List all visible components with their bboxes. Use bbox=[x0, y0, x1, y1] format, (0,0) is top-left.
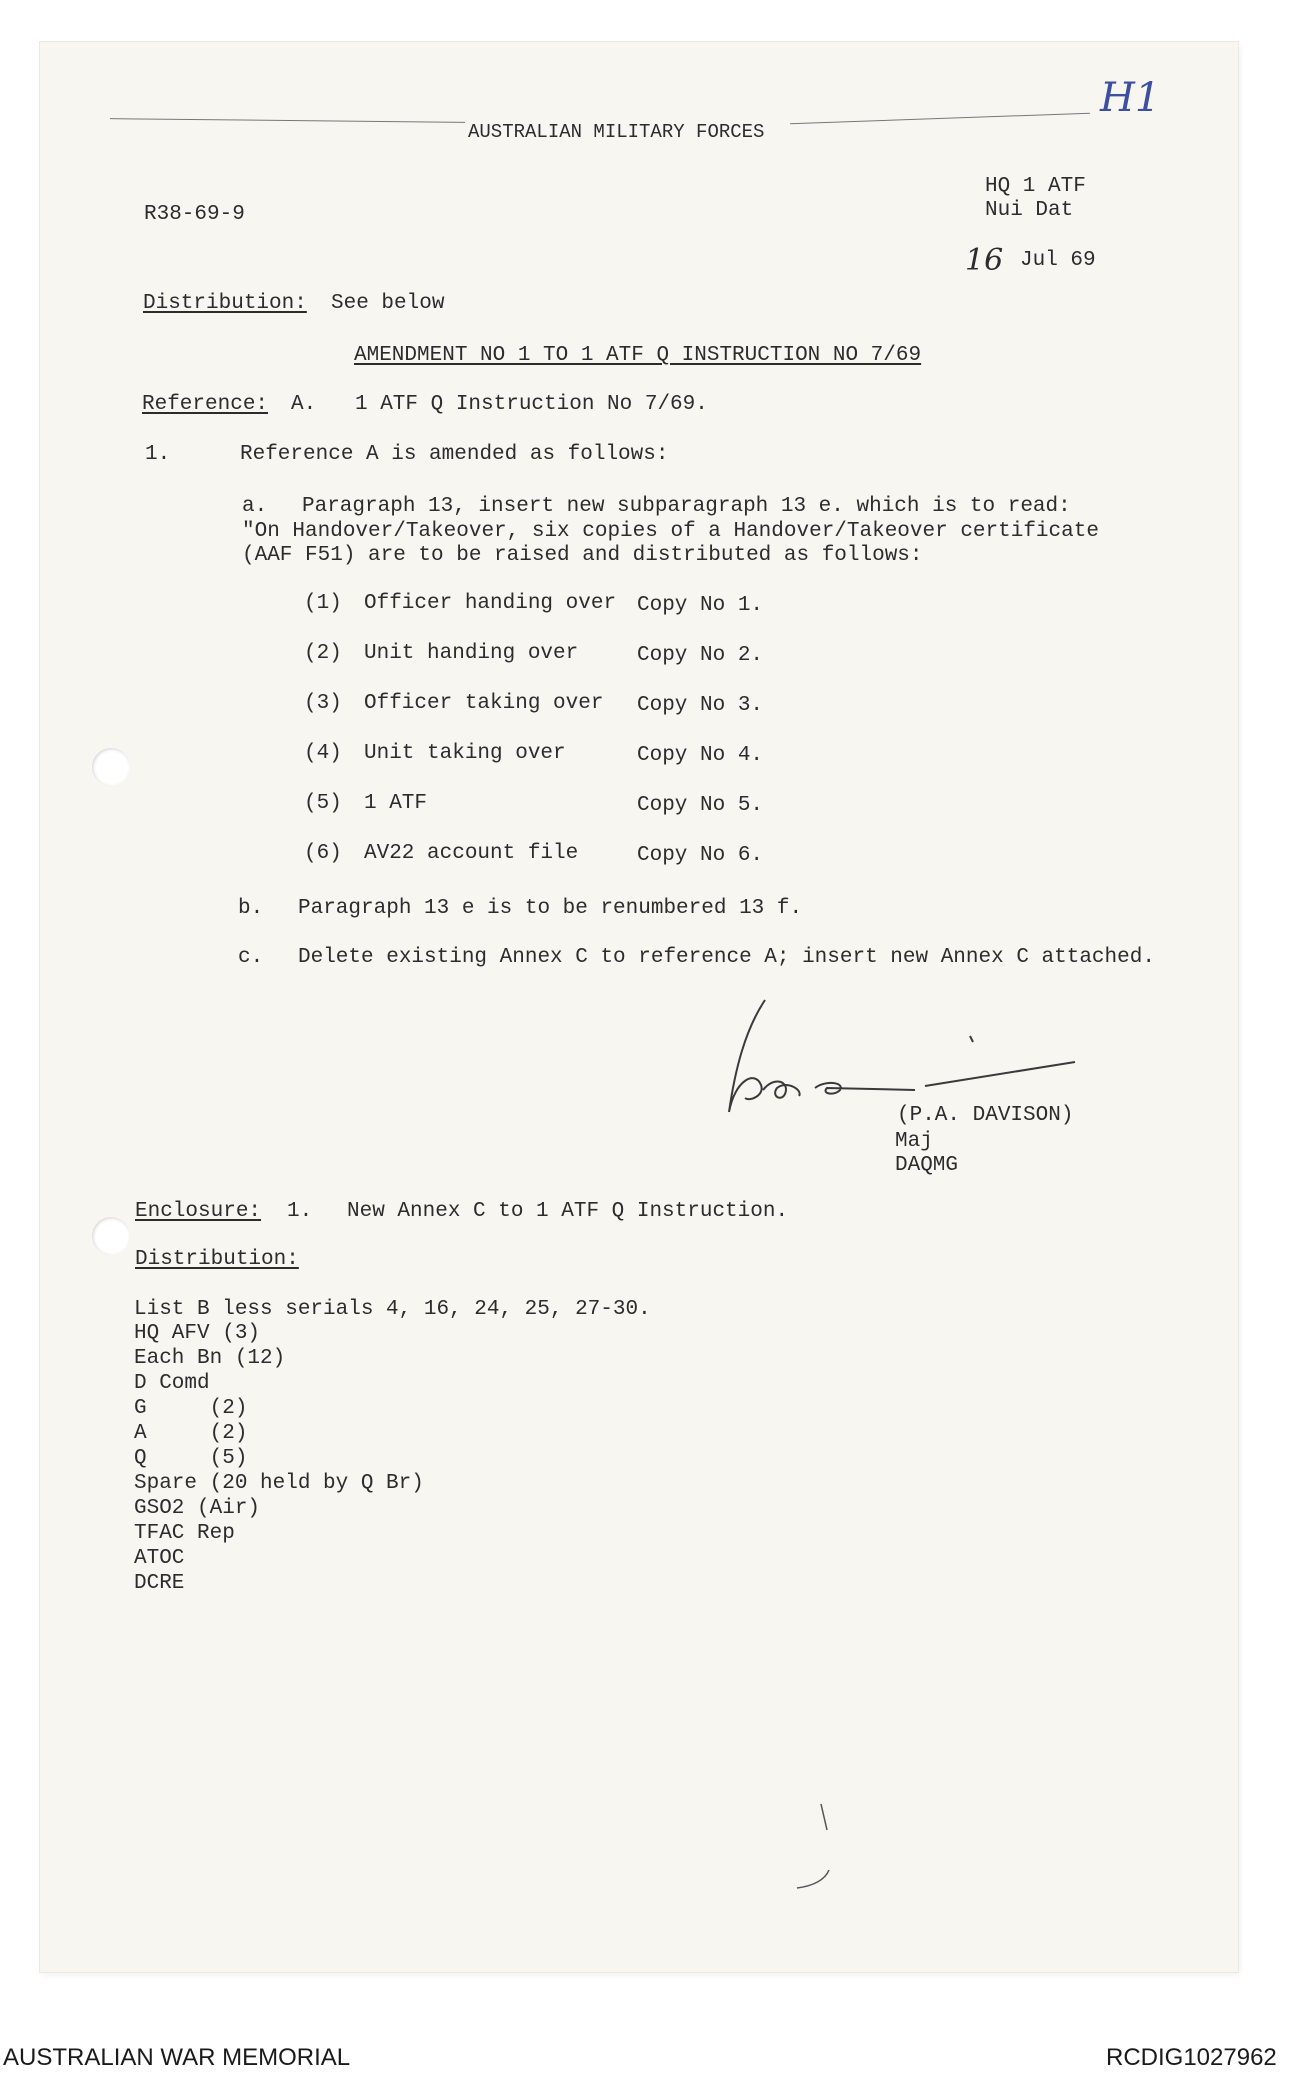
reference-text: 1 ATF Q Instruction No 7/69. bbox=[355, 393, 708, 416]
file-reference: R38-69-9 bbox=[144, 203, 245, 226]
signatory-rank: Maj bbox=[895, 1130, 933, 1153]
dist-item-4: D Comd bbox=[134, 1372, 210, 1395]
copy-row-2-holder: Unit handing over bbox=[364, 642, 579, 665]
subpara-a-line-3: (AAF F51) are to be raised and distributed as follows: bbox=[242, 544, 923, 567]
signatory-name: (P.A. DAVISON) bbox=[897, 1104, 1074, 1127]
copy-row-5-holder: 1 ATF bbox=[364, 792, 428, 815]
subpara-b-label: b. bbox=[238, 897, 264, 920]
dist-item-6: A (2) bbox=[134, 1422, 248, 1445]
copy-row-5-copy: Copy No 5. bbox=[637, 794, 764, 817]
org-header: AUSTRALIAN MILITARY FORCES bbox=[468, 121, 765, 143]
copy-row-2-copy: Copy No 2. bbox=[637, 644, 764, 667]
subpara-a-label: a. bbox=[242, 495, 268, 518]
copy-row-6-holder: AV22 account file bbox=[364, 842, 579, 865]
paragraph-1-text: Reference A is amended as follows: bbox=[240, 443, 669, 466]
footer-record-id: RCDIG1027962 bbox=[1106, 2044, 1277, 2071]
dist-item-12: DCRE bbox=[134, 1572, 185, 1595]
dist-item-2: HQ AFV (3) bbox=[134, 1322, 261, 1345]
paragraph-1-number: 1. bbox=[145, 443, 171, 466]
subpara-c-text: Delete existing Annex C to reference A; insert new Annex C attached. bbox=[298, 946, 1155, 969]
dist-item-10: TFAC Rep bbox=[134, 1522, 235, 1545]
folio-mark: H1 bbox=[1100, 75, 1161, 121]
copy-row-1-copy: Copy No 1. bbox=[637, 594, 764, 617]
dist-item-7: Q (5) bbox=[134, 1447, 248, 1470]
copy-row-4-copy: Copy No 4. bbox=[637, 744, 764, 767]
distribution-label: Distribution: bbox=[143, 292, 307, 315]
signature-scribble bbox=[715, 990, 1095, 1120]
distribution-list-label: Distribution: bbox=[135, 1248, 299, 1271]
dist-item-1: List B less serials 4, 16, 24, 25, 27-30. bbox=[134, 1298, 651, 1321]
hq-line-1: HQ 1 ATF bbox=[985, 175, 1086, 198]
dist-item-8: Spare (20 held by Q Br) bbox=[134, 1472, 424, 1495]
document-title: AMENDMENT NO 1 TO 1 ATF Q INSTRUCTION NO 7/69 bbox=[354, 344, 922, 367]
subpara-b-text: Paragraph 13 e is to be renumbered 13 f. bbox=[298, 897, 803, 920]
date-handwritten: 16 bbox=[965, 243, 1004, 278]
copy-row-1-number: (1) bbox=[304, 592, 342, 615]
subpara-c-label: c. bbox=[238, 946, 264, 969]
punch-hole-lower bbox=[92, 1217, 130, 1255]
paper-mark bbox=[785, 1800, 845, 1900]
date-typed: Jul 69 bbox=[1020, 249, 1096, 272]
dist-item-9: GSO2 (Air) bbox=[134, 1497, 261, 1520]
signatory-appointment: DAQMG bbox=[895, 1154, 959, 1177]
punch-hole-upper bbox=[92, 748, 130, 786]
subpara-a-line-1: Paragraph 13, insert new subparagraph 13 e. which is to read: bbox=[302, 495, 1071, 518]
copy-row-6-number: (6) bbox=[304, 842, 342, 865]
distribution-value: See below bbox=[331, 292, 445, 315]
enclosure-text: New Annex C to 1 ATF Q Instruction. bbox=[347, 1200, 789, 1223]
reference-label: Reference: bbox=[142, 393, 269, 416]
enclosure-number: 1. bbox=[287, 1200, 313, 1223]
copy-row-6-copy: Copy No 6. bbox=[637, 844, 764, 867]
dist-item-3: Each Bn (12) bbox=[134, 1347, 286, 1370]
dist-item-5: G (2) bbox=[134, 1397, 248, 1420]
copy-row-4-holder: Unit taking over bbox=[364, 742, 566, 765]
copy-row-3-number: (3) bbox=[304, 692, 342, 715]
subpara-a-line-2: "On Handover/Takeover, six copies of a Handover/Takeover certificate bbox=[242, 520, 1099, 543]
copy-row-5-number: (5) bbox=[304, 792, 342, 815]
copy-row-3-copy: Copy No 3. bbox=[637, 694, 764, 717]
dist-item-11: ATOC bbox=[134, 1547, 185, 1570]
copy-row-1-holder: Officer handing over bbox=[364, 592, 617, 615]
copy-row-3-holder: Officer taking over bbox=[364, 692, 604, 715]
copy-row-2-number: (2) bbox=[304, 642, 342, 665]
hq-line-2: Nui Dat bbox=[985, 199, 1074, 222]
copy-row-4-number: (4) bbox=[304, 742, 342, 765]
footer-institution: AUSTRALIAN WAR MEMORIAL bbox=[3, 2044, 351, 2071]
reference-letter: A. bbox=[291, 393, 317, 416]
enclosure-label: Enclosure: bbox=[135, 1200, 262, 1223]
